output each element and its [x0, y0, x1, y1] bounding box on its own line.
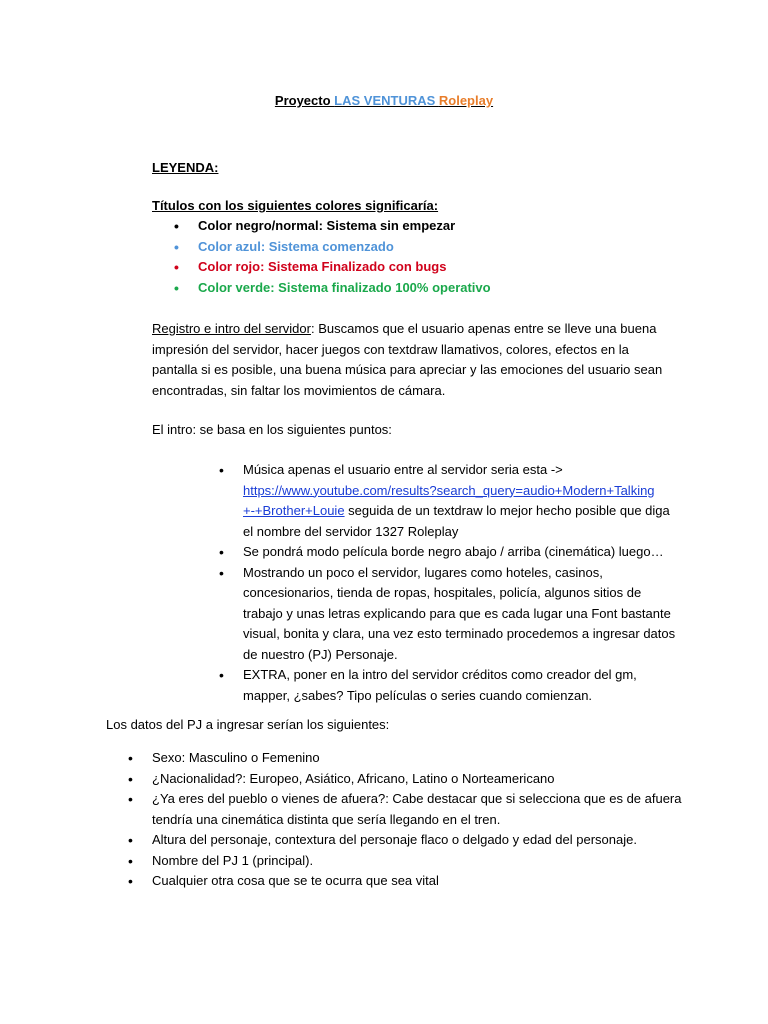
bullet-icon: • — [128, 750, 133, 766]
registro-line: encontradas, sin faltar los movimientos de cámara. — [152, 382, 446, 398]
youtube-link[interactable]: https://www.youtube.com/results?search_query=audio+Modern+Talking — [243, 482, 655, 498]
youtube-link-continued[interactable]: +-+Brother+Louie — [243, 503, 345, 518]
bullet-icon: • — [128, 832, 133, 848]
intro-item — [217, 665, 677, 706]
datos-item-text: Altura del personaje, contextura del personaje flaco o delgado y edad del personaje. — [152, 832, 637, 847]
bullet-icon: • — [128, 852, 133, 869]
intro-item-text: Se pondrá modo película borde negro abajo / arriba (cinemática) luego… — [243, 544, 664, 559]
datos-item — [126, 789, 686, 830]
datos-heading: Los datos del PJ a ingresar serían los siguientes: — [106, 717, 390, 732]
bullet-icon: • — [128, 873, 133, 889]
legend-list — [172, 216, 692, 298]
legend-item — [172, 257, 692, 278]
intro-heading: El intro: se basa en los siguientes puntos: — [152, 422, 392, 437]
datos-item-text: ¿Ya eres del pueblo o vienes de afuera?: Cabe destacar que si selecciona que es de afuera — [152, 791, 682, 806]
bullet-icon: • — [128, 791, 133, 807]
datos-item — [126, 851, 686, 872]
registro-paragraph — [152, 319, 672, 401]
intro-item-text: visual, bonita y clara, una vez esto terminado procedemos a ingresar datos — [243, 626, 676, 641]
bullet-icon: • — [174, 238, 179, 255]
intro-item-text: de nuestro (PJ) Personaje. — [243, 646, 398, 662]
datos-item — [126, 830, 686, 851]
bullet-icon: • — [219, 564, 224, 581]
legend-item — [172, 278, 692, 299]
registro-line: impresión del servidor, hacer juegos con textdraw llamativos, colores, efectos en la — [152, 341, 629, 357]
datos-list — [126, 748, 686, 892]
legend-subheading: Títulos con los siguientes colores significaría: — [152, 198, 439, 213]
intro-item-text: EXTRA, poner en la intro del servidor créditos como creador del gm, — [243, 667, 637, 682]
bullet-icon: • — [174, 279, 179, 296]
document-title — [0, 93, 768, 108]
legend-item-text: Color verde: Sistema finalizado 100% operativo — [198, 279, 491, 295]
intro-item — [217, 563, 677, 666]
intro-item-text: seguida de un textdraw lo mejor hecho posible que diga — [344, 503, 670, 518]
intro-item-text: mapper, ¿sabes? Tipo películas o series cuando comienzan. — [243, 687, 593, 703]
legend-item-text: Color negro/normal: Sistema sin empezar — [198, 218, 456, 233]
legend-item-text: Color rojo: Sistema Finalizado con bugs — [198, 259, 447, 274]
intro-item-text: Mostrando un poco el servidor, lugares como hoteles, casinos, — [243, 564, 603, 580]
datos-item-text: ¿Nacionalidad?: Europeo, Asiático, Africano, Latino o Norteamericano — [152, 770, 555, 786]
intro-item-text: Música apenas el usuario entre al servidor seria esta -> — [243, 462, 563, 477]
title-prefix: Proyecto — [274, 93, 335, 108]
datos-item — [126, 871, 686, 892]
intro-item — [217, 460, 677, 542]
legend-item-text: Color azul: Sistema comenzado — [198, 238, 394, 254]
datos-item-text: Nombre del PJ 1 (principal). — [152, 852, 314, 868]
datos-item — [126, 769, 686, 790]
intro-item-text: concesionarios, tienda de ropas, hospitales, policía, algunos sitios de — [243, 585, 642, 600]
datos-item-text: Sexo: Masculino o Femenino — [152, 750, 320, 765]
intro-list — [217, 460, 677, 706]
intro-item-text: el nombre del servidor 1327 Roleplay — [243, 523, 459, 539]
bullet-icon: • — [219, 462, 224, 478]
legend-item — [172, 216, 692, 237]
title-las-venturas: LAS VENTURAS — [334, 93, 439, 108]
bullet-icon: • — [174, 259, 179, 275]
bullet-icon: • — [219, 667, 224, 683]
registro-heading: Registro e intro del servidor — [152, 321, 311, 336]
bullet-icon: • — [128, 770, 133, 787]
registro-line: pantalla si es posible, una buena música para apreciar y las emociones del usuario sean — [152, 362, 663, 377]
datos-item-text: Cualquier otra cosa que se te ocurra que sea vital — [152, 873, 439, 888]
intro-item — [217, 542, 677, 563]
datos-item — [126, 748, 686, 769]
legend-heading: LEYENDA: — [152, 160, 219, 175]
legend-item — [172, 237, 692, 258]
datos-item-text: tendría una cinemática distinta que sería llegando en el tren. — [152, 811, 501, 827]
bullet-icon: • — [219, 544, 224, 560]
title-roleplay: Roleplay — [438, 93, 494, 108]
intro-item-text: trabajo y unas letras explicando para que es cada lugar una Font bastante — [243, 605, 671, 621]
bullet-icon: • — [174, 218, 179, 234]
registro-text: : Buscamos que el usuario apenas entre se lleve una buena — [310, 321, 657, 336]
